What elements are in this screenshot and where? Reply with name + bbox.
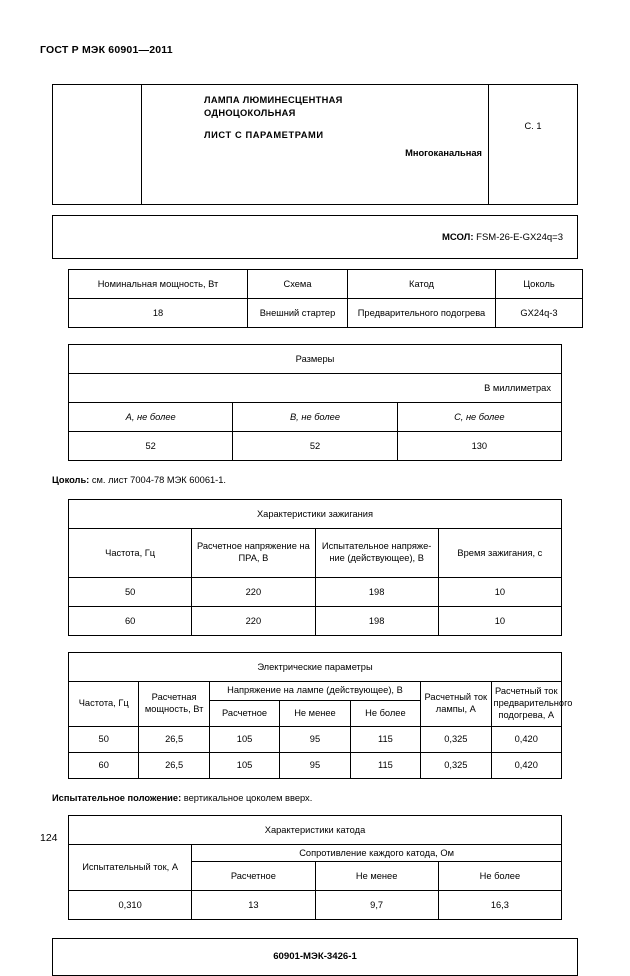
test-position-note [52,791,578,805]
dim-a-label: A, не более [125,412,176,422]
header-el-lamp-current: Расчетный ток лампы, А [421,682,491,727]
ignition-r1-c3: 10 [438,607,561,636]
cathode-title: Характеристики катода [69,815,562,844]
header-dim-b [233,403,397,432]
electrical-r0-c1: 26,5 [139,726,209,752]
sheet-page-label: С. 1 [489,85,578,205]
standard-header: ГОСТ Р МЭК 60901—2011 [40,44,173,56]
header-el-voltage-min: Не менее [280,700,350,726]
header-cathode-res-max: Не более [438,861,561,890]
cathode-value-res-rated: 13 [192,890,315,919]
header-cathode: Катод [348,270,496,299]
title-block [52,84,578,205]
value-circuit: Внешний стартер [248,299,348,328]
header-ignition-test-voltage: Испытательное напряже-ние (действующее), В [315,529,438,578]
dim-b-label: B, не более [289,412,340,422]
multichannel-label: Многоканальная [405,148,482,158]
cathode-table [68,815,562,920]
lamp-type-line2: ОДНОЦОКОЛЬНАЯ [204,108,296,118]
cap-note [52,473,578,487]
value-dim-c: 130 [397,432,561,461]
electrical-r1-c0: 60 [69,752,139,778]
electrical-r1-c2: 105 [209,752,279,778]
electrical-r1-c6: 0,420 [491,752,561,778]
table-row [69,726,562,752]
footer-code: 60901-МЭК-3426-1 [53,938,578,975]
electrical-r0-c0: 50 [69,726,139,752]
electrical-r1-c5: 0,325 [421,752,491,778]
value-dim-b: 52 [233,432,397,461]
ignition-title: Характеристики зажигания [69,500,562,529]
value-cap: GX24q-3 [496,299,583,328]
value-dim-a: 52 [69,432,233,461]
cathode-value-res-max: 16,3 [438,890,561,919]
page-number: 124 [40,832,58,844]
mcol-block [52,215,578,259]
value-nominal-power: 18 [69,299,248,328]
header-cathode-test-current: Испытательный ток, А [69,844,192,890]
table-row [69,752,562,778]
header-el-voltage-rated: Расчетное [209,700,279,726]
ignition-r1-c2: 198 [315,607,438,636]
cap-note-label: Цоколь: [52,475,90,485]
test-position-label: Испытательное положение: [52,792,182,803]
mcol-value: FSM-26-E-GX24q=3 [473,231,563,243]
header-cathode-res-min: Не менее [315,861,438,890]
table-row [69,299,583,328]
ignition-r0-c3: 10 [438,578,561,607]
header-cathode-resistance-group: Сопротивление каждого катода, Ом [192,844,562,861]
cathode-value-res-min: 9,7 [315,890,438,919]
dimensions-unit-note: В миллиметрах [69,374,562,403]
title-left-cell [53,85,142,205]
header-el-power: Расчетная мощность, Вт [139,682,209,727]
ignition-table [68,499,562,636]
ignition-r0-c1: 220 [192,578,315,607]
header-ignition-ballast-voltage: Расчетное напряжение на ПРА, В [192,529,315,578]
electrical-table [68,652,573,779]
electrical-r0-c2: 105 [209,726,279,752]
header-ignition-frequency: Частота, Гц [69,529,192,578]
ignition-r0-c0: 50 [69,578,192,607]
ignition-r1-c0: 60 [69,607,192,636]
cathode-value-test-current: 0,310 [69,890,192,919]
dimensions-table [68,344,562,461]
ignition-r1-c1: 220 [192,607,315,636]
header-el-preheat-current: Расчетный ток предварительного подогрева, А [491,682,561,727]
table-row [69,432,562,461]
header-el-voltage-max: Не более [350,700,420,726]
header-cathode-res-rated: Расчетное [192,861,315,890]
value-cathode: Предварительного подогрева [348,299,496,328]
header-cap: Цоколь [496,270,583,299]
table-row [69,607,562,636]
mcol-label: МСОЛ: [441,231,474,243]
header-el-frequency: Частота, Гц [69,682,139,727]
header-ignition-time: Время зажигания, с [438,529,561,578]
electrical-r1-c3: 95 [280,752,350,778]
electrical-title: Электрические параметры [69,653,562,682]
mcol-cell [53,216,578,259]
header-dim-c [397,403,561,432]
dimensions-title: Размеры [69,345,562,374]
dim-c-label: C, не более [454,412,505,422]
footer-block [52,938,578,976]
electrical-r1-c1: 26,5 [139,752,209,778]
ignition-r0-c2: 198 [315,578,438,607]
table-row [69,578,562,607]
title-middle-cell [142,85,489,205]
header-circuit: Схема [248,270,348,299]
cap-note-text: см. лист 7004-78 МЭК 60061-1. [89,475,227,485]
main-parameters-table [68,269,562,328]
table-row [69,890,562,919]
electrical-r1-c4: 115 [350,752,420,778]
electrical-r0-c3: 95 [280,726,350,752]
header-el-voltage-group: Напряжение на лампе (действующее), В [209,682,420,701]
electrical-r0-c6: 0,420 [491,726,561,752]
header-dim-a [69,403,233,432]
electrical-r0-c4: 115 [350,726,420,752]
datasheet-label: ЛИСТ С ПАРАМЕТРАМИ [204,130,324,140]
header-nominal-power: Номинальная мощность, Вт [69,270,248,299]
electrical-r0-c5: 0,325 [421,726,491,752]
datasheet-content [52,84,578,976]
lamp-type-line1: ЛАМПА ЛЮМИНЕСЦЕНТНАЯ [204,95,343,105]
test-position-text: вертикальное цоколем вверх. [181,792,313,803]
